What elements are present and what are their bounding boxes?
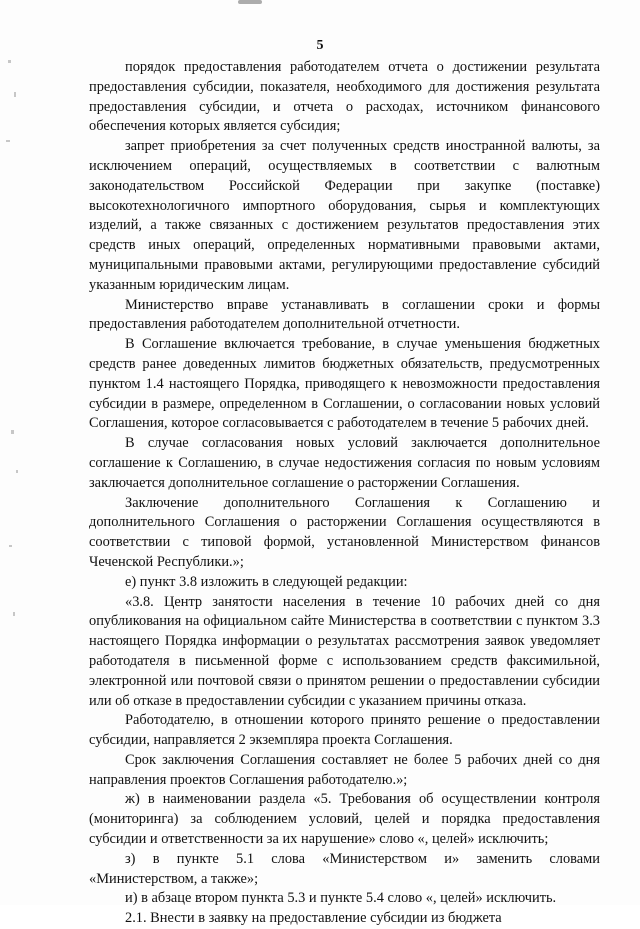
paragraph: запрет приобретения за счет полученных средств иностранной валюты, за исключением операций, осуществляемых в соответствии с валютным законодательством Российской Федерации при закупке (поставке) высокотехнологичного импортного оборудования, сырья и комплектующих изделий, а также связанных с достижением результатов предоставления этих средств иных операций, определенных нормативными правовыми актами, муниципальными правовыми актами, регулирующими предоставление субсидий указанным юридическим лицам. [89, 138, 600, 293]
paragraph: порядок предоставления работодателем отчета о достижении результата предоставления субсидии, показателя, необходимого для достижения результата предоставления субсидии, и отчета о расходах, источником финансового обеспечения которых является субсидия; [89, 59, 600, 135]
paragraph: В случае согласования новых условий заключается дополнительное соглашение к Соглашению, в случае недостижения согласия по новым условиям заключается дополнительное соглашение о расторжении Соглашения. [89, 435, 600, 491]
page-number: 5 [316, 38, 324, 53]
document-body [89, 58, 600, 929]
paragraph: и) в абзаце втором пункта 5.3 и пункте 5.4 слово «, целей» исключить. [125, 890, 557, 907]
scan-speck [16, 470, 18, 473]
scan-speck [11, 430, 14, 434]
paragraph: «3.8. Центр занятости населения в течение 10 рабочих дней со дня опубликования на официальном сайте Министерства в соответствии с пунктом 3.3 настоящего Порядка информации о результатах рассмотрения заявок уведомляет работодателя в письменной форме с использованием средств факсимильной, электронной или почтовой связи о принятом решении о предоставлении субсидии или об отказе в предоставлении субсидии с указанием причины отказа. [89, 593, 600, 709]
paragraph: Заключение дополнительного Соглашения к Соглашению и дополнительного Соглашения о расторжении Соглашения осуществляются в соответствии с типовой формой, установленной Министерством финансов Чеченской Республики.»; [89, 494, 600, 570]
paragraph: з) в пункте 5.1 слова «Министерством и» заменить словами «Министерством, а также»; [89, 850, 600, 887]
paragraph: Работодателю, в отношении которого принято решение о предоставлении субсидии, направляется 2 экземпляра проекта Соглашения. [89, 712, 600, 749]
paragraph: ж) в наименовании раздела «5. Требования об осуществлении контроля (мониторинга) за соблюдением условий, целей и порядка предоставления субсидии и ответственности за их нарушение» слово «, целей» исключить; [89, 791, 600, 848]
paragraph: 2.1. Внести в заявку на предоставление субсидии из бюджета [125, 910, 502, 927]
scan-speck [9, 545, 12, 547]
scan-speck [6, 140, 10, 142]
scan-speck [14, 92, 16, 97]
paragraph: Срок заключения Соглашения составляет не более 5 рабочих дней со дня направления проектов Соглашения работодателю.»; [89, 751, 600, 788]
scan-speck [13, 612, 15, 616]
scan-speck [8, 60, 11, 63]
paragraph: е) пункт 3.8 изложить в следующей редакции: [125, 573, 408, 590]
scan-smudge [238, 0, 262, 4]
paragraph: Министерство вправе устанавливать в соглашении сроки и формы предоставления работодателем дополнительной отчетности. [89, 296, 600, 333]
paragraph: В Соглашение включается требование, в случае уменьшения бюджетных средств ранее доведенных лимитов бюджетных обязательств, предусмотренных пунктом 1.4 настоящего Порядка, приводящего к невозможности предоставления субсидии в размере, определенном в Соглашении, о согласовании новых условий Соглашения, которое согласовывается с работодателем в течение 5 рабочих дней. [89, 336, 600, 432]
